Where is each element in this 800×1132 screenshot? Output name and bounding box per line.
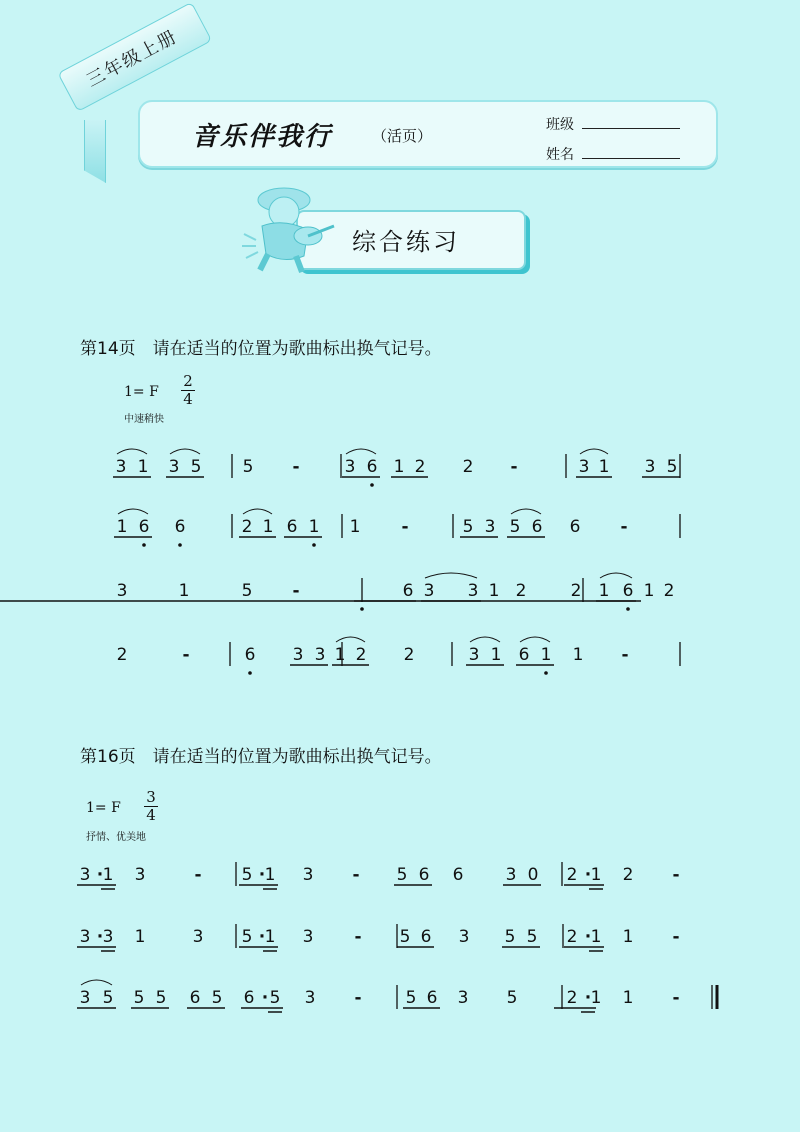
slur [346, 449, 376, 454]
note: 6 [452, 865, 464, 885]
note: 5 [241, 927, 253, 947]
note: 3 [292, 645, 304, 665]
note: 6 [244, 645, 256, 665]
note: 5 [396, 865, 408, 885]
slur [81, 980, 112, 985]
note: 2 [355, 645, 367, 665]
note: 3 [79, 988, 91, 1008]
note: 1 [349, 517, 361, 537]
note: 3 [505, 865, 517, 885]
note: 5 [102, 988, 114, 1008]
note: 3 [116, 581, 128, 601]
octave-dot [142, 543, 146, 547]
note: 1 [264, 927, 276, 947]
dash: - [194, 865, 202, 885]
name-label: 姓名 [546, 147, 574, 163]
note: 2 [566, 927, 578, 947]
note: 6 [518, 645, 530, 665]
note: 3 [484, 517, 496, 537]
slur [520, 637, 550, 642]
dash: - [672, 927, 680, 947]
note: 3 [467, 581, 479, 601]
note: 3 [192, 927, 204, 947]
slur [580, 449, 608, 454]
book-subtitle: （活页） [372, 127, 433, 145]
slur [470, 637, 500, 642]
note: 5 [269, 988, 281, 1008]
note: 2 [414, 457, 426, 477]
note: 1 [137, 457, 149, 477]
exercise-2-question: 第16页 请在适当的位置为歌曲标出换气记号。 [80, 747, 442, 767]
dot: · [584, 988, 592, 1008]
dash: - [292, 457, 300, 477]
note: 5 [509, 517, 521, 537]
note: 1 [262, 517, 274, 537]
note: 5 [242, 457, 254, 477]
note: 5 [211, 988, 223, 1008]
octave-dot [370, 483, 374, 487]
note: 1 [622, 927, 634, 947]
note: 1 [540, 645, 552, 665]
note: 3 [134, 865, 146, 885]
note: 3 [457, 988, 469, 1008]
note: 6 [366, 457, 378, 477]
note: 2 [566, 988, 578, 1008]
note: 3 [458, 927, 470, 947]
slur [511, 509, 541, 514]
slur [336, 637, 365, 642]
note: 1 [590, 865, 602, 885]
note: 1 [178, 581, 190, 601]
slur [118, 509, 148, 514]
note: 3 [79, 927, 91, 947]
note: 5 [462, 517, 474, 537]
octave-dot [312, 543, 316, 547]
note: 2 [462, 457, 474, 477]
dot: · [258, 927, 266, 947]
note: 2 [663, 581, 675, 601]
dash: - [182, 645, 190, 665]
note: 3 [302, 927, 314, 947]
note: 2 [622, 865, 634, 885]
octave-dot [544, 671, 548, 675]
note: 2 [515, 581, 527, 601]
note: 6 [418, 865, 430, 885]
exercise-1-key: 1= F [124, 384, 159, 400]
note: 2 [403, 645, 415, 665]
dash: - [401, 517, 409, 537]
note: 2 [116, 645, 128, 665]
note: 0 [527, 865, 539, 885]
note: 3 [79, 865, 91, 885]
dash: - [354, 988, 362, 1008]
note: 1 [643, 581, 655, 601]
dot: · [96, 865, 104, 885]
octave-dot [178, 543, 182, 547]
slur [117, 449, 147, 454]
note: 6 [286, 517, 298, 537]
note: 6 [420, 927, 432, 947]
note: 1 [488, 581, 500, 601]
note: 1 [264, 865, 276, 885]
slur [425, 573, 477, 578]
time-bottom: 4 [183, 390, 193, 408]
note: 1 [334, 645, 346, 665]
note: 1 [590, 927, 602, 947]
dot: · [261, 988, 269, 1008]
note: 3 [314, 645, 326, 665]
dot: · [258, 865, 266, 885]
dash: - [510, 457, 518, 477]
note: 5 [241, 581, 253, 601]
note: 1 [572, 645, 584, 665]
note: 1 [598, 581, 610, 601]
class-label: 班级 [546, 117, 574, 133]
note: 5 [399, 927, 411, 947]
note: 6 [622, 581, 634, 601]
exercise-1-question: 第14页 请在适当的位置为歌曲标出换气记号。 [80, 339, 442, 359]
time-top: 2 [183, 372, 193, 390]
dash: - [672, 988, 680, 1008]
dash: - [354, 927, 362, 947]
note: 3 [302, 865, 314, 885]
octave-dot [360, 607, 364, 611]
dot: · [96, 927, 104, 947]
note: 5 [133, 988, 145, 1008]
note: 3 [168, 457, 180, 477]
note: 3 [644, 457, 656, 477]
note: 1 [622, 988, 634, 1008]
note: 5 [155, 988, 167, 1008]
note: 6 [426, 988, 438, 1008]
exercise-2-tempo: 抒情、优美地 [86, 832, 146, 843]
note: 3 [578, 457, 590, 477]
dash: - [620, 517, 628, 537]
grade-label: 三年级上册 [83, 26, 182, 92]
note: 5 [405, 988, 417, 1008]
note: 3 [304, 988, 316, 1008]
slur [600, 573, 632, 578]
note: 6 [138, 517, 150, 537]
exercise-1-tempo: 中速稍快 [124, 414, 164, 425]
note: 1 [590, 988, 602, 1008]
note: 5 [504, 927, 516, 947]
note: 6 [531, 517, 543, 537]
note: 5 [666, 457, 678, 477]
note: 6 [174, 517, 186, 537]
note: 3 [344, 457, 356, 477]
note: 3 [115, 457, 127, 477]
dash: - [292, 581, 300, 601]
time-top: 3 [146, 788, 156, 806]
note: 2 [241, 517, 253, 537]
exercise-2-key: 1= F [86, 800, 121, 816]
dash: - [672, 865, 680, 885]
octave-dot [248, 671, 252, 675]
book-title: 音乐伴我行 [192, 122, 333, 152]
note: 3 [468, 645, 480, 665]
note: 6 [189, 988, 201, 1008]
note: 1 [598, 457, 610, 477]
note: 1 [116, 517, 128, 537]
section-title: 综合练习 [352, 228, 460, 256]
dash: - [352, 865, 360, 885]
note: 1 [134, 927, 146, 947]
dash: - [621, 645, 629, 665]
slur [243, 509, 272, 514]
note: 2 [570, 581, 582, 601]
dot: · [584, 865, 592, 885]
note: 5 [241, 865, 253, 885]
slur [170, 449, 200, 454]
note: 1 [490, 645, 502, 665]
note: 6 [243, 988, 255, 1008]
note: 5 [190, 457, 202, 477]
note: 3 [423, 581, 435, 601]
note: 2 [566, 865, 578, 885]
note: 1 [308, 517, 320, 537]
note: 1 [102, 865, 114, 885]
note: 1 [393, 457, 405, 477]
octave-dot [626, 607, 630, 611]
note: 5 [506, 988, 518, 1008]
note: 3 [102, 927, 114, 947]
note: 6 [569, 517, 581, 537]
note: 5 [526, 927, 538, 947]
time-bottom: 4 [146, 806, 156, 824]
dot: · [584, 927, 592, 947]
note: 6 [402, 581, 414, 601]
